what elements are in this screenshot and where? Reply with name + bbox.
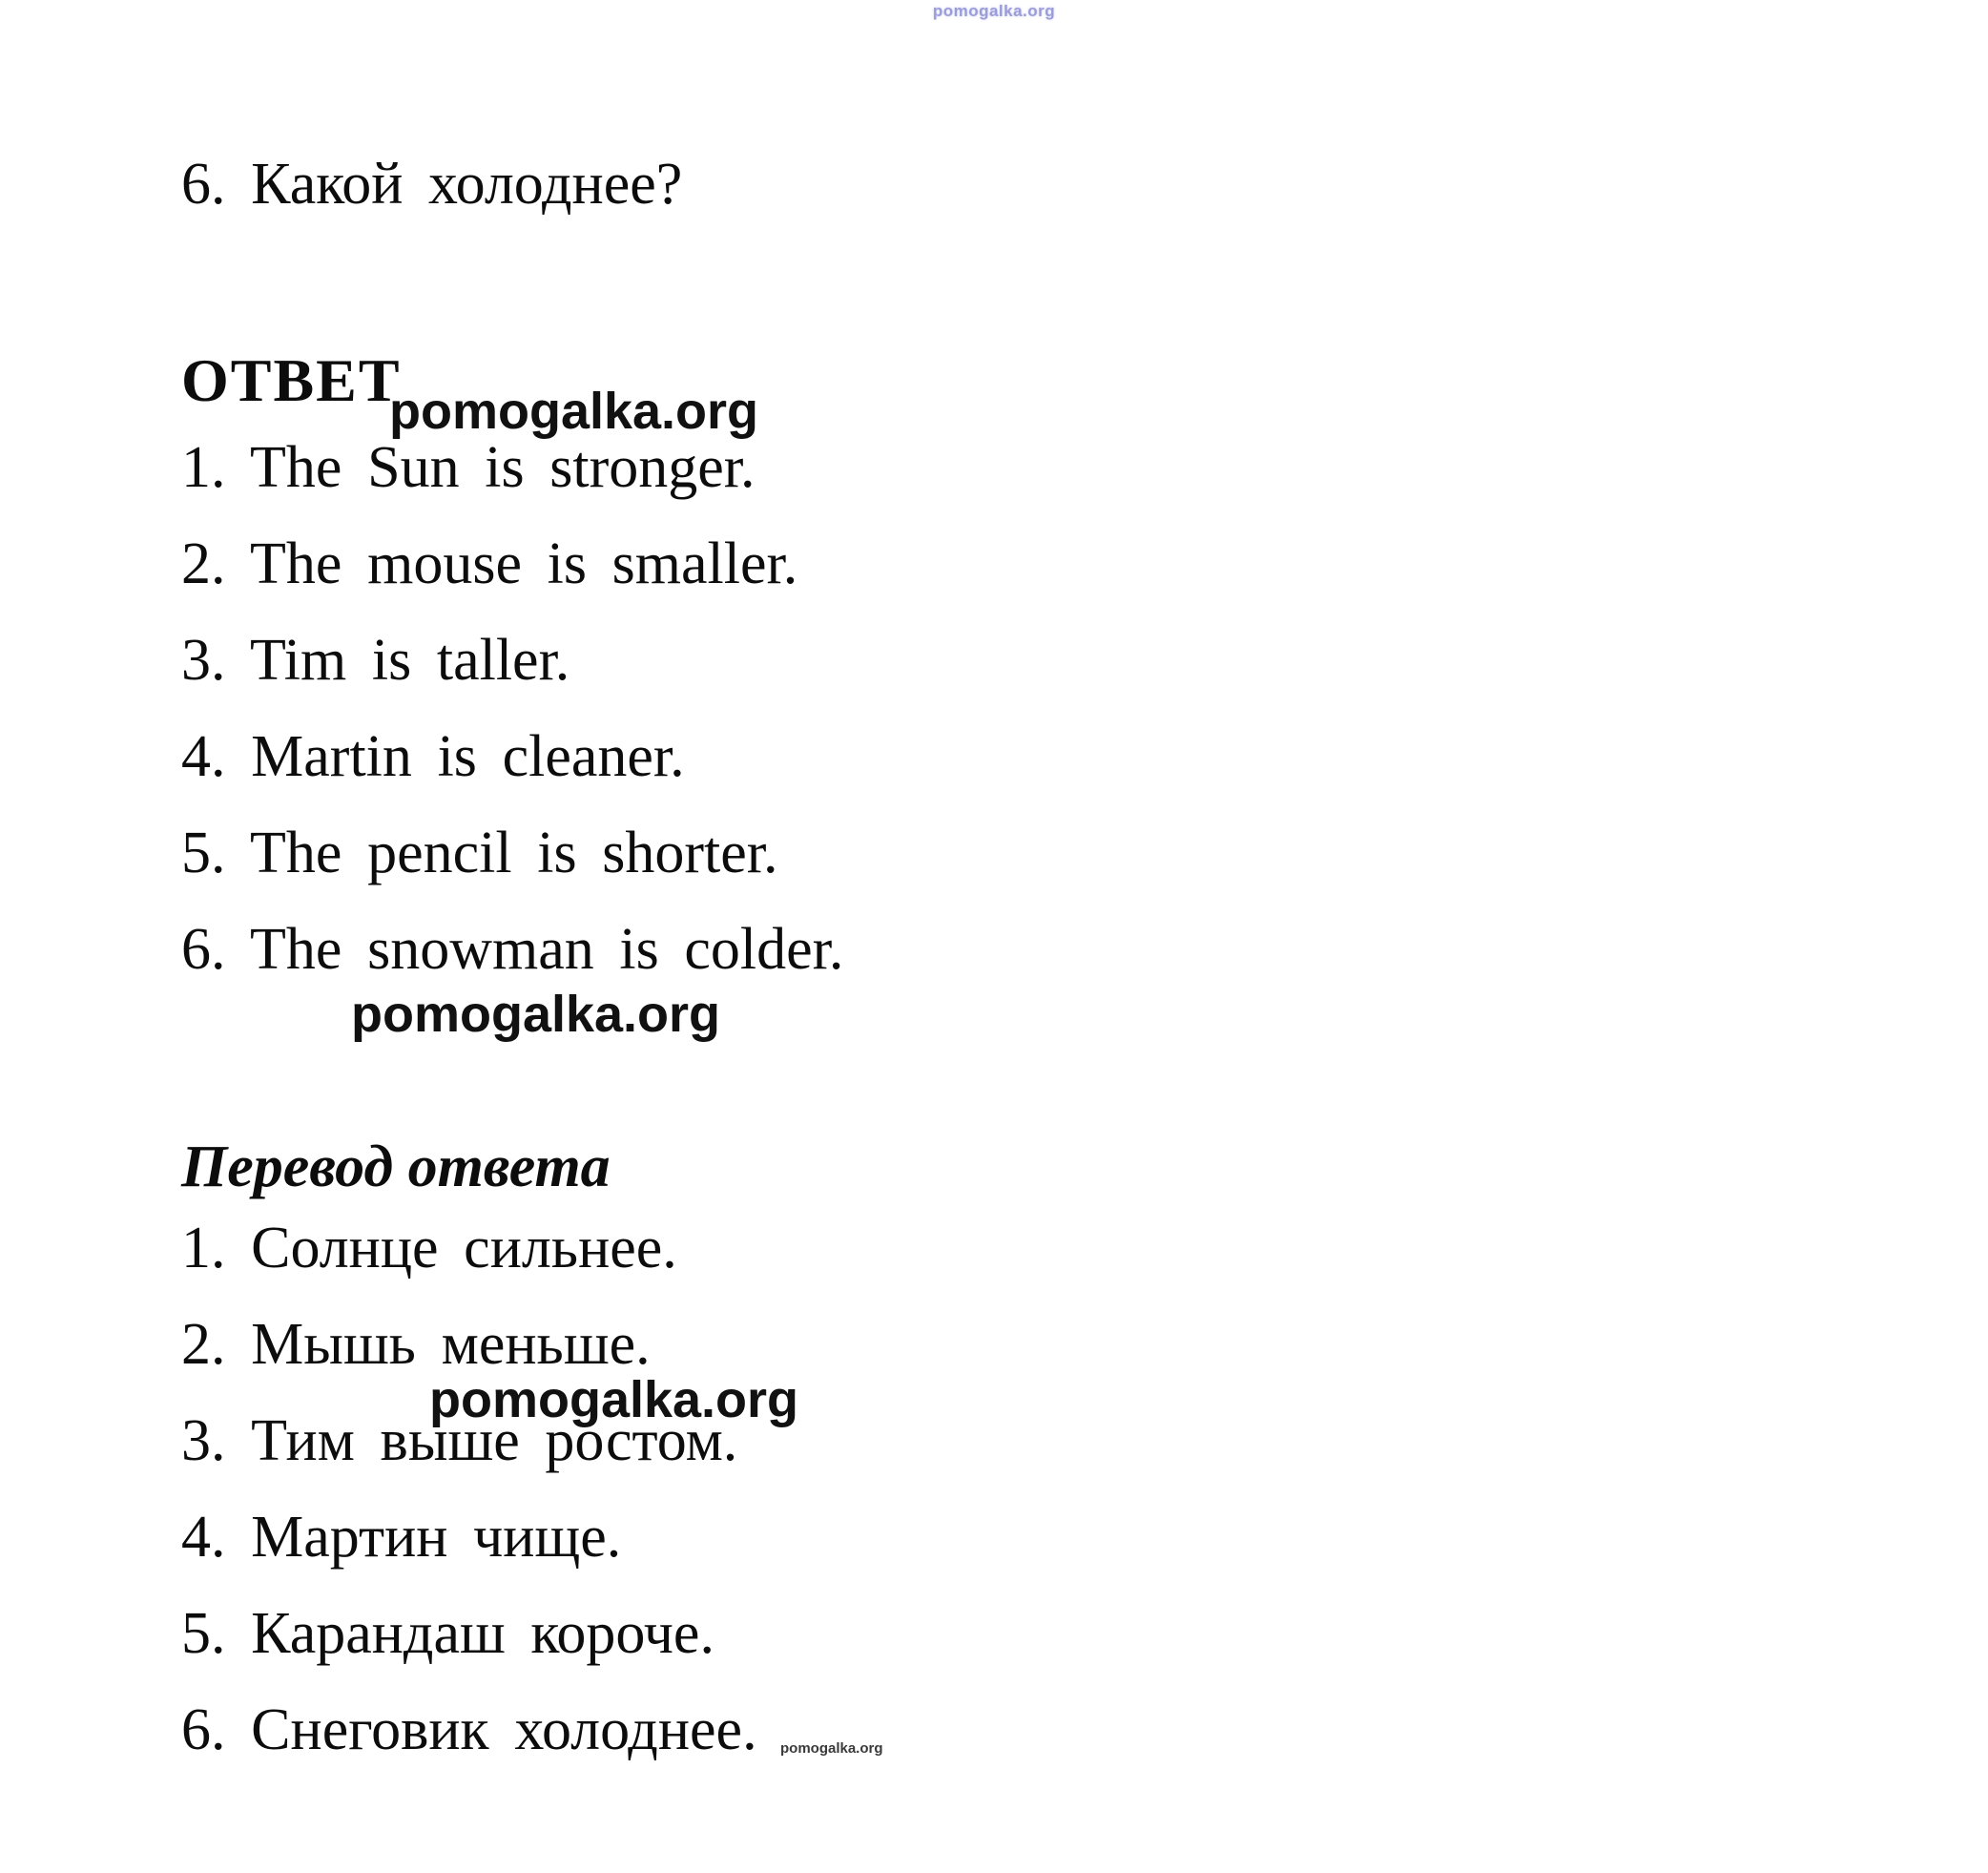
question-text: 6. Какой холоднее? xyxy=(181,152,683,217)
watermark-brand-after-heading: pomogalka.org xyxy=(389,383,759,440)
translation-item: 3. Тим выше ростом. xyxy=(181,1408,738,1473)
translation-item: 1. Солнце сильнее. xyxy=(181,1216,677,1280)
translation-item: 6. Снеговик холоднее. xyxy=(181,1697,757,1762)
answer-heading: ОТВЕТ xyxy=(181,346,402,414)
answer-list xyxy=(181,420,843,998)
translation-item: 2. Мышь меньше. xyxy=(181,1312,651,1377)
translation-list xyxy=(181,1200,757,1779)
answer-item: 6. The snowman is colder. xyxy=(181,917,844,982)
watermark-top: pomogalka.org xyxy=(932,2,1056,20)
watermark-brand-lower: pomogalka.org xyxy=(429,1371,799,1428)
answer-item: 2. The mouse is smaller. xyxy=(181,531,798,596)
translation-heading: Перевод ответа xyxy=(181,1134,611,1199)
answer-item: 4. Martin is cleaner. xyxy=(181,724,685,789)
translation-item: 4. Мартин чище. xyxy=(181,1505,622,1570)
translation-item: 5. Карандаш короче. xyxy=(181,1601,714,1666)
answer-item: 3. Tim is taller. xyxy=(181,628,570,693)
answer-item: 5. The pencil is shorter. xyxy=(181,821,778,885)
answer-item: 1. The Sun is stronger. xyxy=(181,435,756,500)
watermark-tiny-bottom: pomogalka.org xyxy=(780,1740,883,1757)
watermark-brand-mid: pomogalka.org xyxy=(351,986,721,1043)
